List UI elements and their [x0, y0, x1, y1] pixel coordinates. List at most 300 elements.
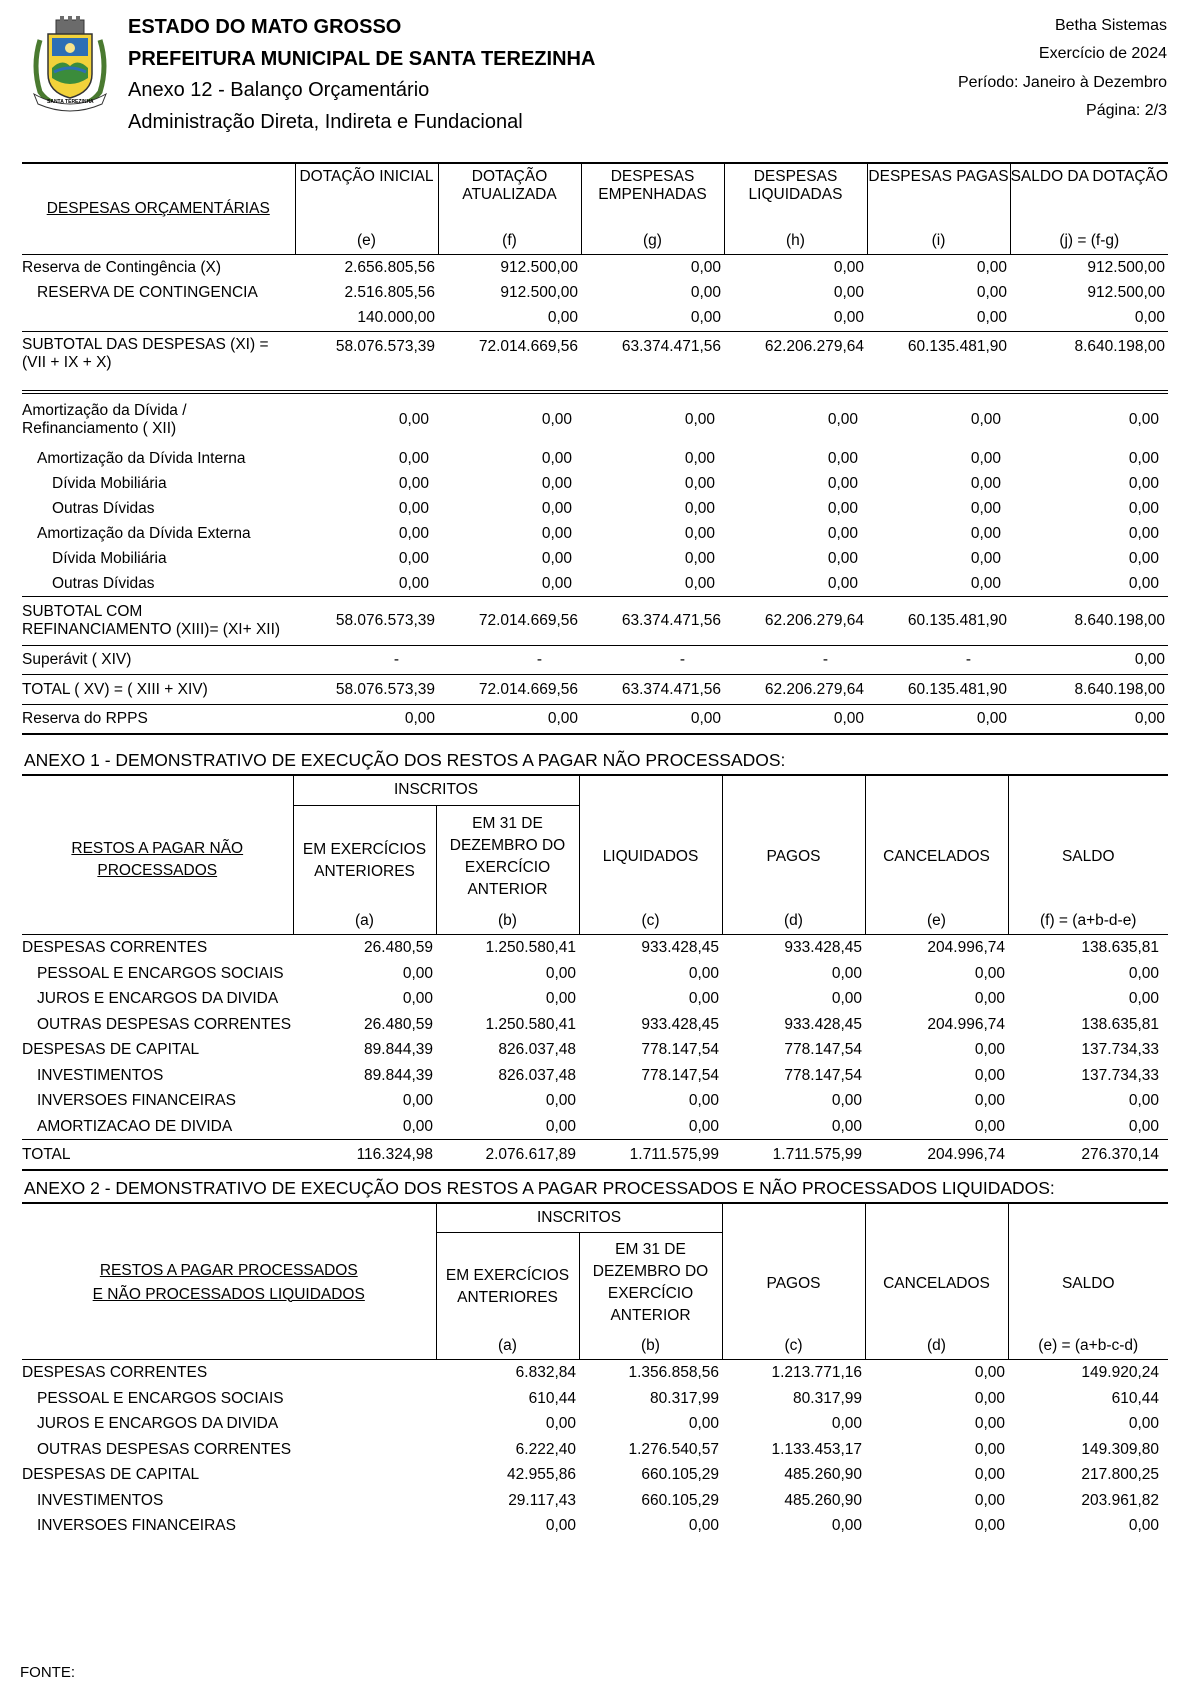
letter-c: (c) — [722, 1333, 865, 1360]
table-row — [22, 1114, 1168, 1140]
cell: 0,00 — [545, 1092, 576, 1109]
cell: 0,00 — [545, 1517, 576, 1534]
cell: 0,00 — [974, 1117, 1005, 1135]
cell: 0,00 — [974, 1092, 1005, 1109]
cell: 204.996,74 — [927, 1015, 1005, 1033]
cell: 1.711.575,99 — [772, 1145, 862, 1163]
cell: - — [536, 651, 543, 668]
cell: 0,00 — [398, 449, 429, 467]
row-label: INVERSOES FINANCEIRAS — [37, 1092, 236, 1109]
col-header-saldo: SALDO — [1061, 847, 1115, 865]
cell: 0,00 — [970, 524, 1001, 542]
row-label: SUBTOTAL DAS DESPESAS (XI) = (VII + IX + X) — [22, 336, 269, 371]
cell: 0,00 — [545, 1117, 576, 1135]
cell: 0,00 — [1128, 549, 1159, 567]
cell: 0,00 — [974, 1364, 1005, 1381]
col-header-initial: DOTAÇÃO INICIAL — [295, 163, 438, 228]
table-row — [22, 1437, 1168, 1462]
letter-b: (b) — [436, 907, 579, 934]
row-label: Reserva do RPPS — [22, 710, 148, 727]
cell: 0,00 — [547, 710, 578, 727]
cell: 0,00 — [541, 499, 572, 517]
table-row — [22, 986, 1168, 1012]
table-row — [22, 496, 1168, 521]
row-label: DESPESAS DE CAPITAL — [22, 1041, 200, 1058]
cell: 0,00 — [833, 258, 864, 276]
col-header-paid: DESPESAS PAGAS — [867, 163, 1010, 228]
table-row — [22, 935, 1168, 962]
row-label: AMORTIZACAO DE DIVIDA — [37, 1117, 233, 1135]
cell: 0,00 — [831, 1117, 862, 1135]
cell: 0,00 — [690, 309, 721, 326]
cell: 0,00 — [1128, 1415, 1159, 1432]
cell: 0,00 — [398, 499, 429, 517]
col-header-liquidados: LIQUIDADOS — [579, 775, 722, 907]
cell: 0,00 — [1134, 651, 1165, 668]
cell: 0,00 — [545, 1415, 576, 1432]
cell: 0,00 — [541, 549, 572, 567]
col-header-inscritos: INSCRITOS — [436, 1203, 722, 1233]
subtotal-row — [22, 597, 1168, 646]
cell: 0,00 — [831, 1092, 862, 1109]
table-row — [22, 305, 1168, 332]
row-label — [22, 305, 295, 332]
cell: 0,00 — [684, 549, 715, 567]
cell: 62.206.279,64 — [764, 612, 864, 629]
cell: 0,00 — [545, 964, 576, 982]
system-name: Betha Sistemas — [1054, 17, 1167, 34]
admin-subtitle: Administração Direta, Indireta e Fundacional — [128, 111, 523, 133]
letter-f: (f) = (a+b-d-e) — [1040, 911, 1137, 929]
cell: 6.832,84 — [515, 1364, 576, 1381]
cell: 485.260,90 — [784, 1491, 862, 1509]
cell: 0,00 — [974, 1491, 1005, 1509]
exercise-year: Exercício de 2024 — [1038, 45, 1167, 62]
cell: 149.920,24 — [1081, 1364, 1159, 1381]
cell: 0,00 — [827, 449, 858, 467]
col-header-previous: EM EXERCÍCIOS ANTERIORES — [436, 1233, 579, 1334]
table-row — [22, 1513, 1168, 1539]
cell: 1.133.453,17 — [771, 1440, 862, 1458]
cell: 0,00 — [974, 1440, 1005, 1458]
source-footer: FONTE: — [20, 1664, 75, 1681]
row-label: Amortização da Dívida Interna — [37, 449, 246, 467]
col-header-label-line2: E NÃO PROCESSADOS LIQUIDADOS — [92, 1285, 365, 1303]
cell: 0,00 — [541, 574, 572, 592]
cell: 0,00 — [398, 574, 429, 592]
total-row — [22, 675, 1168, 705]
cell: 0,00 — [404, 710, 435, 727]
row-label: Reserva de Contingência (X) — [22, 258, 222, 276]
letter-c: (c) — [579, 907, 722, 934]
cell: 0,00 — [970, 574, 1001, 592]
cell: 138.635,81 — [1081, 939, 1159, 956]
col-header-dec31: EM 31 DE DEZEMBRO DO EXERCÍCIO ANTERIOR — [436, 805, 579, 907]
col-header-saldo: SALDO — [1061, 1274, 1115, 1292]
cell: 0,00 — [1128, 1117, 1159, 1135]
table-row — [22, 1012, 1168, 1037]
cell: 0,00 — [684, 524, 715, 542]
col-header-pagos: PAGOS — [722, 1203, 865, 1333]
cell: 610,44 — [528, 1389, 576, 1407]
cell: 72.014.669,56 — [478, 680, 578, 698]
col-header-liquidated: DESPESAS LIQUIDADAS — [724, 163, 867, 228]
cell: 0,00 — [1128, 1517, 1159, 1534]
annex1-title: ANEXO 1 - DEMONSTRATIVO DE EXECUÇÃO DOS RESTOS A PAGAR NÃO PROCESSADOS: — [24, 750, 786, 770]
cell: 0,00 — [541, 524, 572, 542]
cell: 0,00 — [827, 411, 858, 428]
table-header-row — [22, 163, 1168, 228]
cell: 0,00 — [970, 474, 1001, 492]
letter-i: (i) — [867, 228, 1010, 255]
letter-g: (g) — [581, 228, 724, 255]
cell: 0,00 — [976, 309, 1007, 326]
cell: 58.076.573,39 — [335, 338, 435, 355]
table-row — [22, 1360, 1168, 1387]
cell: 912.500,00 — [1087, 283, 1165, 301]
table-row — [22, 392, 1168, 446]
cell: 2.516.805,56 — [344, 283, 435, 301]
table-row — [22, 280, 1168, 305]
cell: 0,00 — [398, 411, 429, 428]
cell: - — [679, 651, 686, 668]
cell: 116.324,98 — [356, 1145, 433, 1163]
cell: 203.961,82 — [1081, 1491, 1159, 1509]
cell: 72.014.669,56 — [478, 338, 578, 355]
cell: 778.147,54 — [641, 1041, 719, 1058]
cell: 1.250.580,41 — [485, 1015, 576, 1033]
cell: 0,00 — [398, 524, 429, 542]
col-header-label: DESPESAS ORÇAMENTÁRIAS — [22, 163, 295, 255]
cell: 0,00 — [547, 309, 578, 326]
letter-d: (d) — [865, 1333, 1008, 1360]
cell: 0,00 — [402, 964, 433, 982]
row-label: OUTRAS DESPESAS CORRENTES — [37, 1015, 292, 1033]
cell: 0,00 — [688, 1092, 719, 1109]
cell: 0,00 — [690, 710, 721, 727]
cell: 912.500,00 — [500, 258, 578, 276]
cell: 204.996,74 — [927, 939, 1005, 956]
col-header-inscritos: INSCRITOS — [293, 775, 579, 805]
cell: 0,00 — [684, 499, 715, 517]
table-row — [22, 471, 1168, 496]
cell: 8.640.198,00 — [1074, 612, 1165, 629]
cell: 0,00 — [974, 1389, 1005, 1407]
cell: 0,00 — [1128, 474, 1159, 492]
cell: 933.428,45 — [784, 939, 862, 956]
cell: 0,00 — [402, 1117, 433, 1135]
cell: 0,00 — [827, 474, 858, 492]
cell: 1.356.858,56 — [628, 1364, 719, 1381]
cell: 0,00 — [690, 283, 721, 301]
cell: 0,00 — [1128, 1092, 1159, 1109]
cell: 778.147,54 — [784, 1041, 862, 1058]
cell: 1.276.540,57 — [628, 1440, 719, 1458]
cell: 933.428,45 — [784, 1015, 862, 1033]
cell: 6.222,40 — [515, 1440, 576, 1458]
cell: 0,00 — [541, 449, 572, 467]
letter-f: (f) — [438, 228, 581, 255]
cell: 0,00 — [688, 1517, 719, 1534]
row-label: RESERVA DE CONTINGENCIA — [37, 283, 258, 301]
row-label: INVESTIMENTOS — [37, 1491, 164, 1509]
cell: 0,00 — [1128, 499, 1159, 517]
col-header-updated: DOTAÇÃO ATUALIZADA — [438, 163, 581, 228]
col-header-label-line1: RESTOS A PAGAR PROCESSADOS — [99, 1261, 358, 1279]
cell: 0,00 — [970, 499, 1001, 517]
table-row — [22, 521, 1168, 546]
cell: 826.037,48 — [498, 1041, 576, 1058]
cell: 62.206.279,64 — [764, 338, 864, 355]
cell: 0,00 — [831, 964, 862, 982]
cell: 2.656.805,56 — [344, 258, 435, 276]
cell: 485.260,90 — [784, 1466, 862, 1483]
cell: 0,00 — [1128, 411, 1159, 428]
cell: 80.317,99 — [650, 1389, 719, 1407]
cell: 0,00 — [974, 1041, 1005, 1058]
total-row — [22, 1140, 1168, 1171]
cell: 137.734,33 — [1081, 1066, 1159, 1084]
cell: 660.105,29 — [641, 1466, 719, 1483]
cell: 0,00 — [976, 710, 1007, 727]
cell: 63.374.471,56 — [621, 338, 721, 355]
cell: 0,00 — [684, 411, 715, 428]
annex2-title: ANEXO 2 - DEMONSTRATIVO DE EXECUÇÃO DOS RESTOS A PAGAR PROCESSADOS E NÃO PROCESSADOS LIQUIDADOS: — [24, 1178, 1055, 1198]
cell: 826.037,48 — [498, 1066, 576, 1084]
cell: 0,00 — [1134, 710, 1165, 727]
cell: 138.635,81 — [1081, 1015, 1159, 1033]
col-header-committed: DESPESAS EMPENHADAS — [581, 163, 724, 228]
cell: 0,00 — [688, 1117, 719, 1135]
letter-d: (d) — [722, 907, 865, 934]
cell: 204.996,74 — [927, 1145, 1005, 1163]
cell: 610,44 — [1111, 1389, 1159, 1407]
table-header-row — [22, 1203, 1168, 1233]
table-row — [22, 446, 1168, 471]
cell: 80.317,99 — [793, 1389, 862, 1407]
cell: 0,00 — [974, 1415, 1005, 1432]
period-label: Período: Janeiro à Dezembro — [958, 74, 1167, 91]
row-label: DESPESAS DE CAPITAL — [22, 1466, 200, 1483]
cell: 29.117,43 — [508, 1491, 576, 1509]
cell: 0,00 — [684, 474, 715, 492]
cell: 60.135.481,90 — [907, 338, 1007, 355]
cell: 26.480,59 — [364, 1015, 433, 1033]
cell: - — [822, 651, 829, 668]
cell: 660.105,29 — [641, 1491, 719, 1509]
letter-e: (e) — [865, 907, 1008, 934]
cell: 0,00 — [541, 411, 572, 428]
cell: 42.955,86 — [507, 1466, 576, 1483]
table-row — [22, 1037, 1168, 1063]
cell: 0,00 — [970, 549, 1001, 567]
cell: 933.428,45 — [641, 1015, 719, 1033]
cell: 0,00 — [1134, 309, 1165, 326]
cell: 0,00 — [827, 524, 858, 542]
cell: 58.076.573,39 — [335, 612, 435, 629]
row-label: Amortização da Dívida / Refinanciamento ( XII) — [22, 402, 187, 437]
cell: 8.640.198,00 — [1074, 338, 1165, 355]
cell: 0,00 — [1128, 449, 1159, 467]
cell: 1.711.575,99 — [629, 1145, 719, 1163]
cell: 1.250.580,41 — [485, 939, 576, 956]
letter-b: (b) — [579, 1333, 722, 1360]
row-label: Dívida Mobiliária — [52, 549, 167, 567]
col-header-cancelados: CANCELADOS — [865, 1203, 1008, 1333]
cell: 0,00 — [833, 283, 864, 301]
cell: 0,00 — [1128, 990, 1159, 1007]
municipal-crest-logo — [26, 16, 114, 112]
table-row — [22, 646, 1168, 675]
cell: 89.844,39 — [364, 1066, 433, 1084]
cell: 912.500,00 — [500, 283, 578, 301]
cell: 0,00 — [1128, 574, 1159, 592]
cell: 0,00 — [976, 258, 1007, 276]
letter-e: (e) = (a+b-c-d) — [1038, 1337, 1139, 1354]
cell: 0,00 — [1128, 524, 1159, 542]
letter-h: (h) — [724, 228, 867, 255]
crest-text: SANTA TEREZINHA — [47, 99, 94, 105]
cell: 0,00 — [690, 258, 721, 276]
cell: 0,00 — [688, 1415, 719, 1432]
cell: 0,00 — [398, 549, 429, 567]
cell: 0,00 — [974, 1466, 1005, 1483]
cell: 778.147,54 — [641, 1066, 719, 1084]
cell: 0,00 — [398, 474, 429, 492]
cell: 0,00 — [831, 1517, 862, 1534]
cell: 0,00 — [974, 964, 1005, 982]
cell: 63.374.471,56 — [621, 680, 721, 698]
subtotal-row — [22, 332, 1168, 393]
table-header-row — [22, 775, 1168, 805]
cell: 0,00 — [827, 549, 858, 567]
cell: 60.135.481,90 — [907, 680, 1007, 698]
table-row — [22, 571, 1168, 597]
col-header-previous: EM EXERCÍCIOS ANTERIORES — [293, 805, 436, 907]
cell: 0,00 — [833, 710, 864, 727]
cell: - — [965, 651, 972, 668]
cell: 2.076.617,89 — [485, 1145, 576, 1163]
budget-expenses-table — [22, 162, 1168, 735]
row-label: SUBTOTAL COM REFINANCIAMENTO (XIII)= (XI+ XII) — [22, 603, 281, 638]
table-row — [22, 1063, 1168, 1088]
cell: 778.147,54 — [784, 1066, 862, 1084]
cell: 0,00 — [831, 990, 862, 1007]
annex2-table — [22, 1202, 1168, 1539]
row-label: Amortização da Dívida Externa — [37, 524, 251, 542]
table-row — [22, 255, 1168, 281]
row-label: DESPESAS CORRENTES — [22, 939, 208, 956]
row-label: TOTAL ( XV) = ( XIII + XIV) — [22, 680, 208, 698]
row-label: Superávit ( XIV) — [22, 651, 132, 668]
col-header-label: RESTOS A PAGAR NÃO PROCESSADOS — [22, 775, 293, 935]
cell: 0,00 — [402, 1092, 433, 1109]
cell: 137.734,33 — [1081, 1041, 1159, 1058]
col-header-cancelados: CANCELADOS — [865, 775, 1008, 907]
cell: 0,00 — [974, 1066, 1005, 1084]
cell: 72.014.669,56 — [478, 612, 578, 629]
row-label: Dívida Mobiliária — [52, 474, 167, 492]
annex-title: Anexo 12 - Balanço Orçamentário — [128, 79, 430, 101]
cell: 0,00 — [545, 990, 576, 1007]
cell: 8.640.198,00 — [1074, 680, 1165, 698]
table-row — [22, 1386, 1168, 1411]
cell: 26.480,59 — [364, 939, 433, 956]
row-label: INVESTIMENTOS — [37, 1066, 164, 1084]
cell: 149.309,80 — [1081, 1440, 1159, 1458]
cell: 60.135.481,90 — [907, 612, 1007, 629]
row-label: Outras Dívidas — [52, 574, 155, 592]
row-label: JUROS E ENCARGOS DA DIVIDA — [37, 1415, 279, 1432]
page-number: Página: 2/3 — [1086, 102, 1167, 119]
cell: 58.076.573,39 — [335, 680, 435, 698]
table-row — [22, 546, 1168, 571]
cell: 0,00 — [833, 309, 864, 326]
cell: 276.370,14 — [1081, 1145, 1159, 1163]
row-label: PESSOAL E ENCARGOS SOCIAIS — [37, 1389, 284, 1407]
prefecture-title: PREFEITURA MUNICIPAL DE SANTA TEREZINHA — [128, 48, 596, 70]
letter-a: (a) — [436, 1333, 579, 1360]
cell: 0,00 — [974, 1517, 1005, 1534]
cell: 0,00 — [974, 990, 1005, 1007]
cell: 217.800,25 — [1081, 1466, 1159, 1483]
row-label: DESPESAS CORRENTES — [22, 1364, 208, 1381]
row-label: Outras Dívidas — [52, 499, 155, 517]
cell: 0,00 — [688, 990, 719, 1007]
cell: 0,00 — [970, 411, 1001, 428]
table-row — [22, 1462, 1168, 1488]
cell: 0,00 — [827, 499, 858, 517]
cell: 912.500,00 — [1087, 258, 1165, 276]
letter-e: (e) — [295, 228, 438, 255]
col-header-dec31: EM 31 DE DEZEMBRO DO EXERCÍCIO ANTERIOR — [579, 1233, 722, 1334]
table-row — [22, 961, 1168, 986]
cell: 62.206.279,64 — [764, 680, 864, 698]
cell: - — [393, 651, 400, 668]
cell: 0,00 — [970, 449, 1001, 467]
state-title: ESTADO DO MATO GROSSO — [128, 16, 402, 38]
cell: 0,00 — [684, 574, 715, 592]
cell: 1.213.771,16 — [771, 1364, 862, 1381]
cell: 0,00 — [831, 1415, 862, 1432]
cell: 0,00 — [402, 990, 433, 1007]
annex1-table — [22, 774, 1168, 1171]
row-label: INVERSOES FINANCEIRAS — [37, 1517, 236, 1534]
letter-a: (a) — [293, 907, 436, 934]
cell: 140.000,00 — [357, 309, 435, 326]
col-header-pagos: PAGOS — [722, 775, 865, 907]
cell: 0,00 — [1128, 964, 1159, 982]
cell: 0,00 — [684, 449, 715, 467]
cell: 0,00 — [976, 283, 1007, 301]
col-header-balance: SALDO DA DOTAÇÃO — [1010, 168, 1168, 185]
table-row — [22, 1088, 1168, 1114]
cell: 0,00 — [688, 964, 719, 982]
table-row — [22, 1488, 1168, 1513]
col-header-label — [22, 1203, 436, 1360]
cell: 63.374.471,56 — [621, 612, 721, 629]
table-row — [22, 1411, 1168, 1437]
cell: 89.844,39 — [364, 1041, 433, 1058]
row-label: JUROS E ENCARGOS DA DIVIDA — [37, 990, 279, 1007]
cell: 0,00 — [827, 574, 858, 592]
cell: 0,00 — [541, 474, 572, 492]
row-label: PESSOAL E ENCARGOS SOCIAIS — [37, 964, 284, 982]
row-label: OUTRAS DESPESAS CORRENTES — [37, 1440, 292, 1458]
table-row — [22, 705, 1168, 735]
cell: 933.428,45 — [641, 939, 719, 956]
letter-j: (j) = (f-g) — [1059, 232, 1120, 249]
